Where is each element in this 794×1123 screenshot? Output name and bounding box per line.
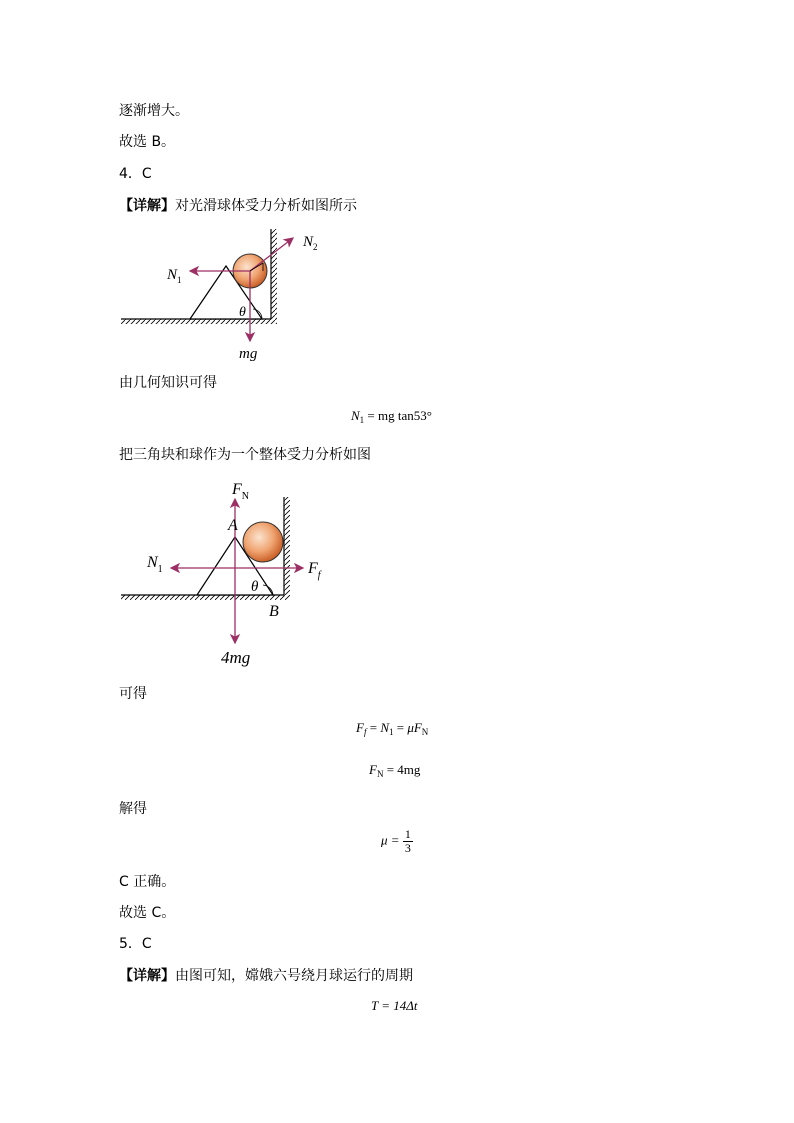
equation-n1: $N_1$ = mg tan53° [351,408,432,425]
ball [243,522,283,562]
explanation-bracket: 【详解】 [119,968,175,984]
weight-label: 4mg [221,648,251,667]
text-line-c-correct: C 正确。 [119,874,176,890]
n1-label: $N_1$ [147,554,163,575]
question-5-answer: 5．C [119,936,152,952]
mg-label: mg [239,346,258,362]
text-line-choose-c: 故选 C。 [119,905,176,921]
equation-normal: $F_N = 4mg$ [369,762,421,779]
ff-label: $F_f$ [308,560,321,581]
text-line-solve: 解得 [119,801,147,817]
equation-friction: $F_f = N_1 = \mu F_N$ [356,720,429,737]
text-line-geometry: 由几何知识可得 [119,375,217,391]
n2-label: $N_2$ [303,234,318,252]
equation-mu: μ = $\frac{1}{3}$ [381,827,411,855]
point-b-label: B [269,603,279,620]
equation-period: T = 14Δt [371,998,418,1013]
text-line-whole-system: 把三角块和球作为一个整体受力分析如图 [119,447,371,463]
explanation-line-5 [119,966,413,986]
fraction: $\frac{1}{3}$ [404,827,411,855]
explanation-bracket: 【详解】 [119,198,175,214]
fn-label: $F_N$ [232,481,250,502]
explanation-text: 由图可知，嫦娥六号绕月球运行的周期 [175,968,413,984]
ground-hatch [121,319,271,324]
point-a-label: A [228,517,238,534]
explanation-text: 对光滑球体受力分析如图所示 [175,198,357,214]
text-line-obtain: 可得 [119,686,147,702]
wall-hatch [284,497,290,600]
theta-label: θ [239,305,246,320]
explanation-line-4 [119,196,357,216]
figure-ball-forces [115,225,355,365]
text-line-2: 故选 B。 [119,134,176,150]
ground-hatch [121,595,284,600]
n1-label: $N_1$ [167,267,182,285]
question-4-answer: 4．C [119,166,152,182]
theta-label: θ [251,579,259,595]
text-line-1: 逐渐增大。 [119,103,189,119]
wall-hatch [271,229,277,324]
figure-whole-system-forces [115,475,355,675]
